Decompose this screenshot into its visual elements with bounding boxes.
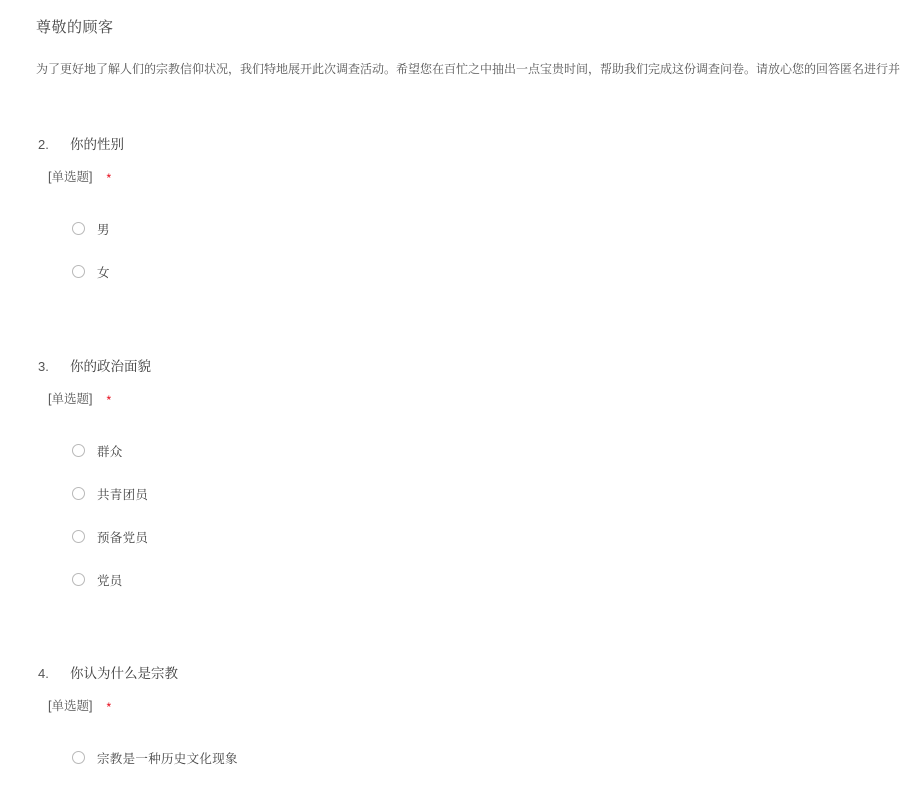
question-header [0, 355, 900, 375]
option-list [0, 207, 900, 293]
radio-icon[interactable] [72, 444, 85, 457]
required-asterisk: * [106, 171, 112, 185]
question-number: 3. [38, 359, 49, 374]
option-label: 女 [97, 265, 110, 280]
question-block-4 [0, 662, 900, 779]
required-asterisk: * [106, 393, 112, 407]
question-type-label: [单选题] [48, 392, 93, 406]
question-meta [0, 696, 900, 714]
page-title: 尊敬的顾客 [36, 19, 114, 36]
option-label: 党员 [97, 573, 123, 588]
list-item[interactable] [72, 207, 900, 250]
list-item[interactable] [72, 558, 900, 601]
required-asterisk: * [106, 700, 112, 714]
question-block-3 [0, 355, 900, 601]
question-block-2 [0, 133, 900, 293]
list-item[interactable] [72, 736, 900, 779]
radio-icon[interactable] [72, 265, 85, 278]
option-list [0, 429, 900, 601]
list-item[interactable] [72, 250, 900, 293]
option-label: 男 [97, 222, 110, 237]
list-item[interactable] [72, 515, 900, 558]
question-meta [0, 389, 900, 407]
question-meta [0, 167, 900, 185]
question-type-label: [单选题] [48, 170, 93, 184]
question-text: 你的性别 [70, 137, 124, 152]
option-label: 共青团员 [97, 487, 149, 502]
question-number: 4. [38, 666, 49, 681]
list-item[interactable] [72, 472, 900, 515]
question-header [0, 662, 900, 682]
option-list [0, 736, 900, 779]
option-label: 预备党员 [97, 530, 149, 545]
option-label: 宗教是一种历史文化现象 [97, 751, 238, 766]
question-text: 你的政治面貌 [70, 359, 151, 374]
radio-icon[interactable] [72, 751, 85, 764]
radio-icon[interactable] [72, 573, 85, 586]
question-text: 你认为什么是宗教 [70, 666, 178, 681]
question-number: 2. [38, 137, 49, 152]
survey-intro-text: 为了更好地了解人们的宗教信仰状况，我们特地展开此次调查活动。希望您在百忙之中抽出一点宝贵时间，帮助我们完成这份调查问卷。请放心您的回答匿名进行并 [36, 62, 900, 76]
question-type-label: [单选题] [48, 699, 93, 713]
radio-icon[interactable] [72, 222, 85, 235]
option-label: 群众 [97, 444, 123, 459]
radio-icon[interactable] [72, 487, 85, 500]
list-item[interactable] [72, 429, 900, 472]
radio-icon[interactable] [72, 530, 85, 543]
question-header [0, 133, 900, 153]
